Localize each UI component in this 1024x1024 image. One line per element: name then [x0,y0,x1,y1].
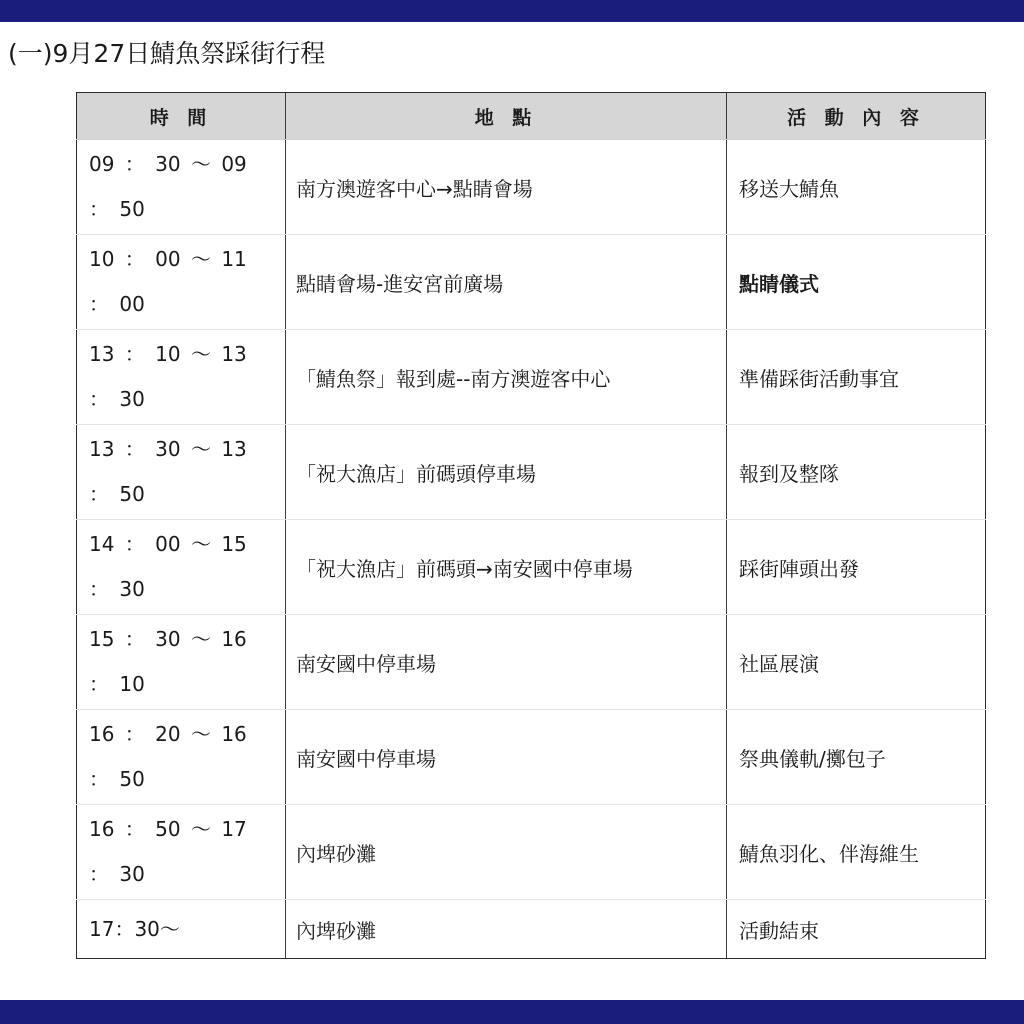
activity-cell: 祭典儀軌/擲包子 [727,710,986,805]
place-cell: 南方澳遊客中心→點睛會場 [286,140,727,235]
header-place: 地 點 [286,93,727,140]
place-cell: 「鯖魚祭」報到處--南方澳遊客中心 [286,330,727,425]
place-cell: 「祝大漁店」前碼頭停車場 [286,425,727,520]
top-banner-bar [0,0,1024,22]
header-activity: 活 動 內 容 [727,93,986,140]
table-row [77,900,986,959]
place-cell: 內埤砂灘 [286,805,727,900]
table-row [77,330,986,425]
table-row [77,710,986,805]
header-time: 時 間 [77,93,286,140]
time-cell: 16 ： 20 ～ 16 ： 50 [77,710,286,805]
time-cell: 13 ： 30 ～ 13 ： 50 [77,425,286,520]
activity-cell: 點睛儀式 [727,235,986,330]
table-row [77,425,986,520]
table-row [77,520,986,615]
activity-cell: 準備踩街活動事宜 [727,330,986,425]
place-cell: 「祝大漁店」前碼頭→南安國中停車場 [286,520,727,615]
page-title: (一)9月27日鯖魚祭踩街行程 [8,39,326,68]
activity-cell: 活動結束 [739,918,819,943]
table-row [77,805,986,900]
activity-cell: 鯖魚羽化、伴海維生 [727,805,986,900]
place-cell: 南安國中停車場 [286,710,727,805]
activity-cell: 移送大鯖魚 [727,140,986,235]
place-cell: 南安國中停車場 [286,615,727,710]
table-row [77,615,986,710]
table-row [77,140,986,235]
activity-cell: 踩街陣頭出發 [727,520,986,615]
table-row [77,235,986,330]
time-cell: 09 ： 30 ～ 09 ： 50 [77,140,286,235]
activity-cell: 報到及整隊 [727,425,986,520]
schedule-table [76,92,986,959]
time-cell: 13 ： 10 ～ 13 ： 30 [77,330,286,425]
place-cell: 內埤砂灘 [286,900,727,959]
time-cell: 10 ： 00 ～ 11 ： 00 [77,235,286,330]
bottom-banner-bar [0,1000,1024,1024]
time-cell: 17：30～ [77,900,286,959]
activity-cell: 社區展演 [727,615,986,710]
place-cell: 點睛會場-進安宮前廣場 [286,235,727,330]
table-header-row [77,93,986,140]
time-cell: 15 ： 30 ～ 16 ： 10 [77,615,286,710]
time-cell: 16 ： 50 ～ 17 ： 30 [77,805,286,900]
time-cell: 14 ： 00 ～ 15 ： 30 [77,520,286,615]
